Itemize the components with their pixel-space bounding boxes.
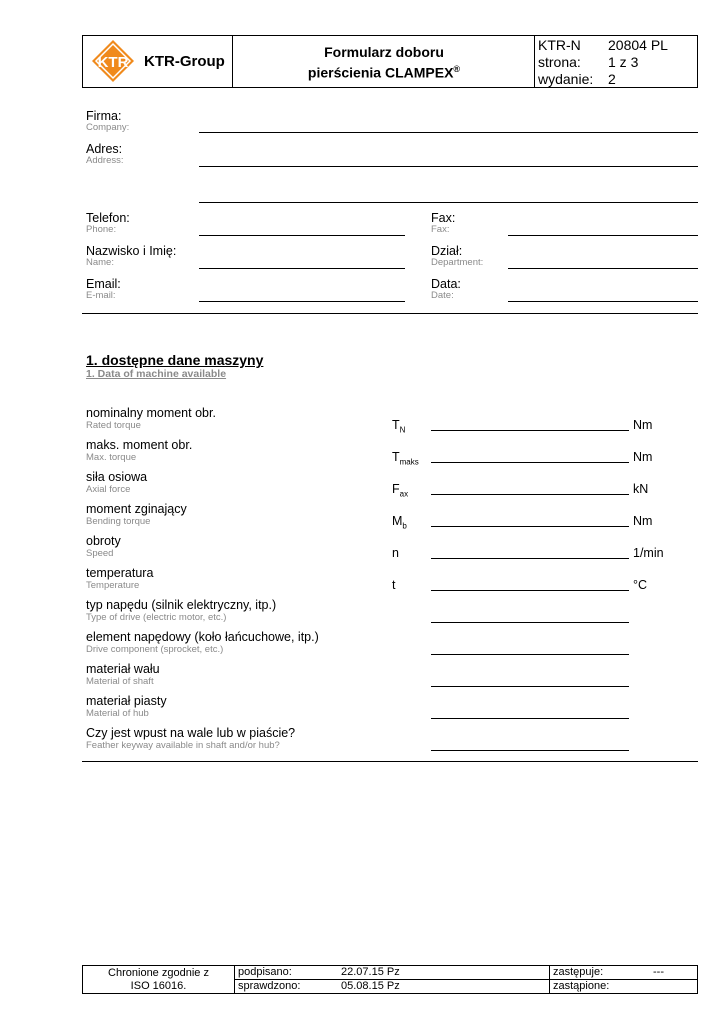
data-sublabel: Date: — [431, 290, 454, 301]
telefon-label: Telefon: — [86, 211, 130, 225]
firma-field[interactable] — [199, 132, 698, 133]
dzial-sublabel: Department: — [431, 257, 484, 268]
row-symbol: $F_{ax}$ — [392, 482, 409, 499]
row-sublabel: Material of shaft — [86, 676, 154, 687]
row-input-line[interactable] — [431, 718, 629, 719]
row-symbol: $T_N$ — [392, 418, 406, 435]
row-input-line[interactable] — [431, 494, 629, 495]
row-sublabel: Speed — [86, 548, 114, 559]
sprawdzono-label: sprawdzono: — [238, 980, 301, 992]
row-symbol: t — [392, 578, 396, 592]
row-input-line[interactable] — [431, 462, 629, 463]
row-unit: Nm — [633, 418, 653, 432]
row-label: maks. moment obr. — [86, 438, 193, 452]
firma-sublabel: Company: — [86, 122, 130, 133]
divider — [82, 761, 698, 762]
row-sublabel: Temperature — [86, 580, 140, 591]
iso-note: Chronione zgodnie z ISO 16016. — [83, 966, 235, 993]
nazwisko-sublabel: Name: — [86, 257, 114, 268]
data-label: Data: — [431, 277, 461, 291]
row-input-line[interactable] — [431, 430, 629, 431]
replacement-cell — [549, 966, 697, 993]
podpisano-label: podpisano: — [238, 966, 292, 978]
row-sublabel: Material of hub — [86, 708, 149, 719]
row-unit: kN — [633, 482, 649, 496]
ktr-logo — [91, 39, 135, 83]
row-label: typ napędu (silnik elektryczny, itp.) — [86, 598, 277, 612]
group-name: KTR-Group — [144, 53, 225, 70]
data-field[interactable] — [508, 301, 698, 302]
zastepuje-value: --- — [653, 966, 664, 978]
row-sublabel: Max. torque — [86, 452, 137, 463]
ktr-logo-icon — [91, 39, 135, 83]
row-symbol: $M_b$ — [392, 514, 407, 531]
nazwisko-label: Nazwisko i Imię: — [86, 244, 177, 258]
adres-field-2[interactable] — [199, 202, 698, 203]
row-input-line[interactable] — [431, 526, 629, 527]
row-label: moment zginający — [86, 502, 187, 516]
row-label: obroty — [86, 534, 121, 548]
row-input-line[interactable] — [431, 750, 629, 751]
row-unit: 1/min — [633, 546, 664, 560]
fax-field[interactable] — [508, 235, 698, 236]
podpisano-value: 22.07.15 Pz — [341, 966, 400, 978]
row-input-line[interactable] — [431, 558, 629, 559]
row-label: materiał wału — [86, 662, 160, 676]
adres-field[interactable] — [199, 166, 698, 167]
row-label: materiał piasty — [86, 694, 167, 708]
row-label: element napędowy (koło łańcuchowe, itp.) — [86, 630, 319, 644]
nazwisko-field[interactable] — [199, 268, 405, 269]
document-title — [233, 44, 535, 82]
row-sublabel: Axial force — [86, 484, 131, 495]
divider — [82, 313, 698, 314]
title-line-2: pierścienia CLAMPEX® — [307, 64, 461, 81]
email-field[interactable] — [199, 301, 405, 302]
dzial-label: Dział: — [431, 244, 463, 258]
row-unit: Nm — [633, 514, 653, 528]
telefon-sublabel: Phone: — [86, 224, 117, 235]
row-input-line[interactable] — [431, 622, 629, 623]
row-label: Czy jest wpust na wale lub w piaście? — [86, 726, 296, 740]
email-label: Email: — [86, 277, 121, 291]
signature-cell — [234, 966, 550, 993]
zastepuje-label: zastępuje: — [553, 966, 604, 978]
row-sublabel: Feather keyway available in shaft and/or hub? — [86, 740, 280, 751]
row-unit: Nm — [633, 450, 653, 464]
meta-page: strona: 1 z 3 — [538, 54, 639, 70]
row-sublabel: Bending torque — [86, 516, 151, 527]
row-symbol: $T_{maks}$ — [392, 450, 419, 467]
row-sublabel: Rated torque — [86, 420, 141, 431]
footer-table — [82, 965, 698, 994]
row-unit: °C — [633, 578, 648, 592]
firma-label: Firma: — [86, 109, 122, 123]
row-sublabel: Drive component (sprocket, etc.) — [86, 644, 224, 655]
meta-edition: wydanie: 2 — [538, 71, 616, 87]
email-sublabel: E-mail: — [86, 290, 116, 301]
section-title: 1. dostępne dane maszyny — [86, 352, 264, 368]
title-line-1: Formularz doboru — [324, 44, 444, 60]
fax-sublabel: Fax: — [431, 224, 450, 235]
meta-doc-number: KTR-N 20804 PL — [538, 37, 668, 53]
document-header — [82, 35, 698, 88]
dzial-field[interactable] — [508, 268, 698, 269]
row-input-line[interactable] — [431, 590, 629, 591]
fax-label: Fax: — [431, 211, 456, 225]
row-input-line[interactable] — [431, 686, 629, 687]
telefon-field[interactable] — [199, 235, 405, 236]
row-input-line[interactable] — [431, 654, 629, 655]
adres-sublabel: Address: — [86, 155, 124, 166]
row-sublabel: Type of drive (electric motor, etc.) — [86, 612, 227, 623]
row-label: nominalny moment obr. — [86, 406, 216, 420]
row-label: temperatura — [86, 566, 154, 580]
adres-label: Adres: — [86, 142, 123, 156]
section-subtitle: 1. Data of machine available — [86, 368, 227, 380]
sprawdzono-value: 05.08.15 Pz — [341, 980, 400, 992]
logo-text: KTR — [97, 54, 129, 71]
row-symbol: n — [392, 546, 399, 560]
zastapione-label: zastąpione: — [553, 980, 610, 992]
row-label: siła osiowa — [86, 470, 148, 484]
